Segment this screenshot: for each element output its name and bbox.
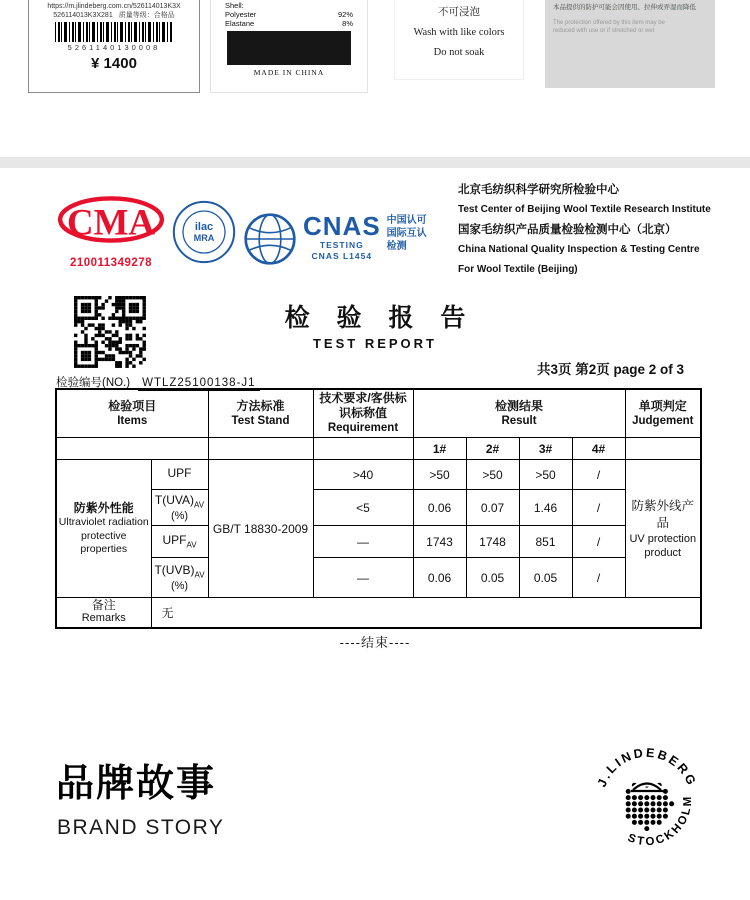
requirement-cell: — xyxy=(313,558,413,598)
result-cell: / xyxy=(572,526,625,558)
fiber-name: Elastane xyxy=(225,19,255,28)
care-line-en: Wash with like colors xyxy=(413,27,505,38)
report-title-en: TEST REPORT xyxy=(312,336,437,351)
cnas-cn3: 检测 xyxy=(386,241,407,252)
sample-col: 2# xyxy=(466,438,519,460)
composition-row xyxy=(225,10,353,19)
remarks-value: 无 xyxy=(151,598,701,628)
empty-cell xyxy=(313,438,413,460)
barcode-image xyxy=(55,22,173,42)
report-number-value: WTLZ25100138-J1 xyxy=(138,377,259,391)
result-cell: 1.46 xyxy=(519,490,572,526)
fiber-name: Polyester xyxy=(225,10,257,19)
result-cell: 0.07 xyxy=(466,490,519,526)
result-cell: >50 xyxy=(466,460,519,490)
warning-text-en: reduced with use or if stretched or wet xyxy=(553,28,655,34)
result-cell: / xyxy=(572,490,625,526)
result-cell: / xyxy=(572,558,625,598)
result-cell: 0.05 xyxy=(466,558,519,598)
item-sub-label: $T(UVA)_{AV}$ (%) xyxy=(151,490,208,526)
svg-text:J.LINDEBERG: J.LINDEBERG xyxy=(594,746,700,790)
item-sub-label: $T(UVB)_{AV}$ (%) xyxy=(151,558,208,598)
result-cell: 1748 xyxy=(466,526,519,558)
cnas-cn1: 中国认可 xyxy=(386,215,427,226)
report-number-label: 检验编号(NO.) xyxy=(56,377,131,389)
cnas-cn2: 国际互认 xyxy=(386,228,427,239)
test-report-section xyxy=(0,168,750,700)
jlindeberg-logo-icon xyxy=(592,746,702,856)
price-value: ¥ 1400 xyxy=(91,55,137,72)
fiber-pct: 8% xyxy=(342,19,353,28)
institute-name2-en2: For Wool Textile (Beijing) xyxy=(458,264,578,275)
result-cell: 1743 xyxy=(413,526,466,558)
sample-col: 3# xyxy=(519,438,572,460)
empty-cell xyxy=(625,438,701,460)
header-method: 方法标准 Test Stand xyxy=(208,389,313,438)
institute-name2-cn: 国家毛纺织产品质量检验检测中心（北京） xyxy=(458,224,677,236)
result-cell: 0.05 xyxy=(519,558,572,598)
barcode-digits: 5261140130008 xyxy=(67,43,161,52)
ilac-mra-icon xyxy=(172,200,236,264)
institute-name-en: Test Center of Beijing Wool Textile Research Institute xyxy=(458,204,711,215)
brand-story-title-en: BRAND STORY xyxy=(57,816,225,839)
cnas-text-block xyxy=(303,212,381,262)
cma-number: 210011349278 xyxy=(69,257,153,269)
empty-cell xyxy=(208,438,313,460)
brand-story-section xyxy=(0,700,750,900)
cma-logo-icon xyxy=(54,192,168,254)
made-in-text: MADE IN CHINA xyxy=(253,68,325,77)
fiber-pct: 92% xyxy=(337,10,353,19)
sample-col: 4# xyxy=(572,438,625,460)
header-requirement: 技术要求/客供标 识标称值 Requirement xyxy=(313,389,413,438)
result-cell: 0.06 xyxy=(413,490,466,526)
product-code-line xyxy=(29,11,199,20)
requirement-cell: <5 xyxy=(313,490,413,526)
price-tag-label xyxy=(28,0,200,93)
empty-cell xyxy=(56,438,208,460)
svg-text:CMA: CMA xyxy=(67,201,155,243)
uv-warning-label xyxy=(545,0,715,88)
method-cell: GB/T 18830-2009 xyxy=(208,460,313,598)
requirement-cell: >40 xyxy=(313,460,413,490)
institute-name-cn: 北京毛纺织科学研究所检验中心 xyxy=(458,184,619,196)
sample-col: 1# xyxy=(413,438,466,460)
svg-text:STOCKHOLM: STOCKHOLM xyxy=(625,794,695,849)
remarks-label: 备注 Remarks xyxy=(56,598,151,628)
jlindeberg-logo xyxy=(592,746,702,861)
svg-text:ilac: ilac xyxy=(194,221,214,234)
composition-row xyxy=(225,19,353,28)
header-result: 检测结果 Result xyxy=(413,389,625,438)
brand-story-title-cn: 品牌故事 xyxy=(56,763,217,805)
requirement-cell: — xyxy=(313,526,413,558)
product-labels-strip xyxy=(0,0,750,157)
care-line-cn: 不可浸泡 xyxy=(438,7,480,18)
page-indicator: 共3页 第2页 page 2 of 3 xyxy=(536,362,684,377)
cnas-globe-icon xyxy=(243,212,297,266)
item-sub-label: $UPF_{AV}$ xyxy=(151,526,208,558)
cnas-wordmark: CNAS xyxy=(303,211,381,241)
header-items: 检验项目 Items xyxy=(56,389,208,438)
quality-grade: 质量等级：合格品 xyxy=(118,12,175,19)
header-judgement: 单项判定 Judgement xyxy=(625,389,701,438)
cma-mark xyxy=(52,192,170,269)
institute-name2-en: China National Quality Inspection & Testing Centre xyxy=(458,244,700,255)
test-report-table xyxy=(55,388,702,629)
result-cell: >50 xyxy=(519,460,572,490)
report-title-cn: 检 验 报 告 xyxy=(284,304,476,332)
warning-text-en: The protection offered by this item may be xyxy=(553,20,665,26)
result-cell: >50 xyxy=(413,460,466,490)
label-photo xyxy=(227,31,351,65)
cnas-cert-no: CNAS L1454 xyxy=(311,251,373,261)
cnas-chinese-column xyxy=(387,212,427,253)
warning-text-cn: 本品提供的防护可能会因使用、拉伸或弄湿而降低 xyxy=(553,4,696,11)
end-of-report-mark: ----结束---- xyxy=(339,635,411,650)
result-cell: 0.06 xyxy=(413,558,466,598)
ilac-mra-mark xyxy=(172,200,236,269)
composition-title: Shell: xyxy=(225,1,244,10)
product-url: https://m.jlindeberg.com.cn/526114013K3X xyxy=(47,3,181,10)
product-code: 526114013K3X281 xyxy=(53,12,113,19)
composition-label xyxy=(210,0,368,93)
care-label xyxy=(394,0,524,80)
cnas-mark xyxy=(243,212,427,266)
judgement-cell: 防紫外线产品 UV protection product xyxy=(625,460,701,598)
item-group-cell: 防紫外性能 Ultraviolet radiation protective properties xyxy=(56,460,151,598)
care-line-en: Do not soak xyxy=(433,47,485,58)
svg-text:MRA: MRA xyxy=(193,233,215,244)
result-cell: / xyxy=(572,460,625,490)
result-cell: 851 xyxy=(519,526,572,558)
section-divider xyxy=(0,157,750,168)
item-sub-label: UPF xyxy=(151,460,208,490)
cnas-testing: TESTING xyxy=(319,240,364,250)
institute-header xyxy=(458,180,746,280)
